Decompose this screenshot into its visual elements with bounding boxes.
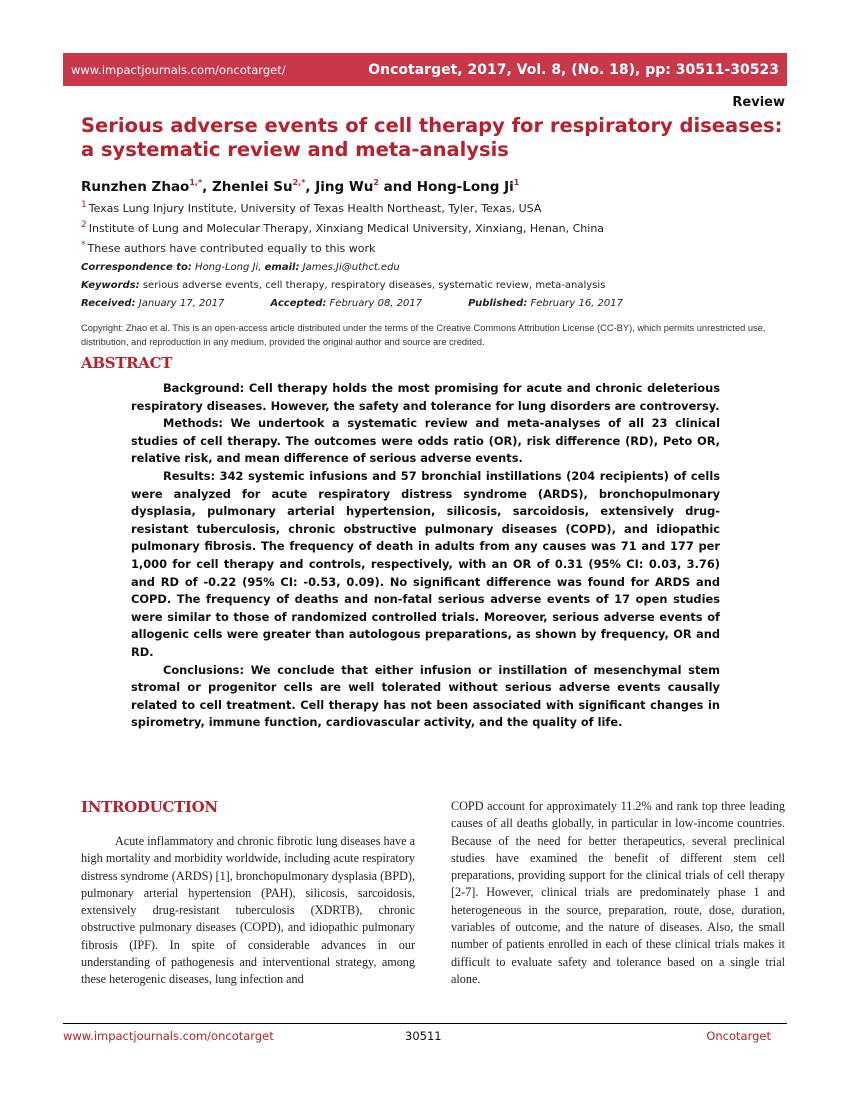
author-name: Zhenlei Su (211, 179, 293, 195)
author-affiliation-mark: 1 (513, 178, 520, 187)
journal-banner (63, 53, 787, 86)
abstract-body (131, 380, 720, 732)
email-link[interactable]: James.Ji@uthct.edu (302, 262, 400, 273)
article-type-label: Review (732, 95, 785, 110)
title-line-2: a systematic review and meta-analysis (81, 138, 509, 161)
affiliation-mark: * (81, 240, 86, 250)
affiliation (81, 200, 541, 215)
introduction-left-column (81, 833, 415, 989)
introduction-right-column (451, 798, 785, 988)
affiliation (81, 240, 375, 255)
affiliation-text: These authors have contributed equally to this work (87, 242, 376, 255)
footer-divider (63, 1023, 787, 1024)
author-separator: , (202, 179, 212, 195)
affiliation-mark: 2 (81, 220, 87, 230)
article-title (81, 114, 791, 162)
copyright-notice: Copyright: Zhao et al. This is an open-access article distributed under the terms of the Creative Commons Attribution License (CC-BY), which permits unrestricted use, distribution, and reproduction in any medium, provided the original author and source are credited. (81, 323, 766, 347)
abstract-methods: Methods: We undertook a systematic review and meta-analyses of all 23 clinical studies of cell therapy. The outcomes were odds ratio (OR), risk difference (RD), Peto OR, relative risk, and mean difference of serious adverse events. (131, 416, 720, 466)
accepted-label: Accepted: (270, 298, 327, 309)
published-date (468, 298, 623, 309)
correspondence-name: Hong-Long Ji, (195, 262, 262, 273)
author-affiliation-mark: 1,* (189, 178, 203, 187)
received-label: Received: (81, 298, 136, 309)
author-affiliation-mark: 2 (373, 178, 379, 187)
author-list (81, 178, 519, 195)
author-affiliation-mark: 2,* (292, 178, 306, 187)
author-separator: and (378, 179, 417, 195)
publication-dates (81, 298, 669, 309)
introduction-heading: INTRODUCTION (81, 798, 218, 816)
affiliation (81, 220, 604, 235)
introduction-paragraph-continued: COPD account for approximately 11.2% and rank top three leading causes of all deaths globally, in particular in low-income countries. Because of the need for better therapeutics, several preclinical studies have examined the benefit of different stem cell preparations, providing support for the clinical trials of cell therapy [2-7]. However, clinical trials are predominately phase 1 and heterogeneous in the source, preparation, route, dose, duration, variables of outcome, and the nature of diseases. Also, the small number of patients enrolled in each of these clinical trials makes it difficult to evaluate safety and tolerance based on a single trial alone. (451, 799, 785, 986)
abstract-conclusions: Conclusions: We conclude that either infusion or instillation of mesenchymal stem stromal or progenitor cells are well tolerated without serious adverse events causally related to cell treatment. Cell therapy has not been associated with significant changes in spirometry, immune function, cardiovascular activity, and the quality of life. (131, 662, 720, 730)
abstract-heading: ABSTRACT (81, 354, 173, 372)
author-separator: , (305, 179, 316, 195)
correspondence-label: Correspondence to: (81, 262, 192, 273)
title-line-1: Serious adverse events of cell therapy for respiratory diseases: (81, 114, 783, 137)
affiliation-mark: 1 (81, 200, 87, 210)
published-value: February 16, 2017 (530, 298, 624, 309)
author-name: Runzhen Zhao (81, 179, 190, 195)
page-number: 30511 (405, 1029, 442, 1043)
author-name: Jing Wu (315, 179, 374, 195)
citation: Oncotarget, 2017, Vol. 8, (No. 18), pp: 30511-30523 (368, 61, 779, 78)
published-label: Published: (468, 298, 528, 309)
affiliation-text: Institute of Lung and Molecular Therapy, Xinxiang Medical University, Xinxiang, Henan, China (88, 222, 605, 235)
keywords-text: serious adverse events, cell therapy, respiratory diseases, systematic review, meta-analysis (142, 280, 606, 291)
footer-journal-url-link[interactable]: www.impactjournals.com/oncotarget (63, 1029, 274, 1043)
keywords-label: Keywords: (81, 280, 140, 291)
keywords (81, 280, 605, 291)
accepted-date (270, 298, 422, 309)
correspondence (81, 262, 400, 273)
author-name: Hong-Long Ji (416, 179, 514, 195)
footer-journal-name: Oncotarget (706, 1029, 771, 1043)
abstract-results: Results: 342 systemic infusions and 57 bronchial instillations (204 recipients) of cells were analyzed for acute respiratory distress syndrome (ARDS), bronchopulmonary dysplasia, pulmonary arterial hypertension, silicosis, sarcoidosis, extensively drug-resistant tuberculosis, chronic obstructive pulmonary diseases (COPD), and idiopathic pulmonary fibrosis. The frequency of death in adults from any causes was 71 and 177 per 1,000 for cell therapy and controls, respectively, with an OR of 0.31 (95% CI: 0.03, 3.76) and RD of -0.22 (95% CI: -0.53, 0.09). No significant difference was found for ARDS and COPD. The frequency of deaths and non-fatal serious adverse events of 17 open studies were similar to those of randomized controlled trials. Moreover, serious adverse events of allogenic cells were greater than autologous preparations, as shown by frequency, OR and RD. (131, 468, 720, 659)
journal-url-link[interactable]: www.impactjournals.com/oncotarget/ (71, 62, 286, 77)
received-date (81, 298, 224, 309)
affiliation-text: Texas Lung Injury Institute, University of Texas Health Northeast, Tyler, Texas, USA (88, 202, 542, 215)
received-value: January 17, 2017 (138, 298, 225, 309)
email-label: email: (264, 262, 300, 273)
introduction-paragraph: Acute inflammatory and chronic fibrotic lung diseases have a high mortality and morbidity worldwide, including acute respiratory distress syndrome (ARDS) [1], bronchopulmonary dysplasia (BPD), pulmonary arterial hypertension (PAH), silicosis, sarcoidosis, extensively drug-resistant tuberculosis (XDRTB), chronic obstructive pulmonary diseases (COPD), and idiopathic pulmonary fibrosis (IPF). In spite of considerable advances in our understanding of pathogenesis and interventional strategy, among these heterogenic diseases, lung infection and (81, 834, 415, 987)
accepted-value: February 08, 2017 (329, 298, 423, 309)
abstract-background: Background: Cell therapy holds the most promising for acute and chronic deleterious respiratory diseases. However, the safety and tolerance for lung disorders are controversy. (131, 381, 720, 413)
